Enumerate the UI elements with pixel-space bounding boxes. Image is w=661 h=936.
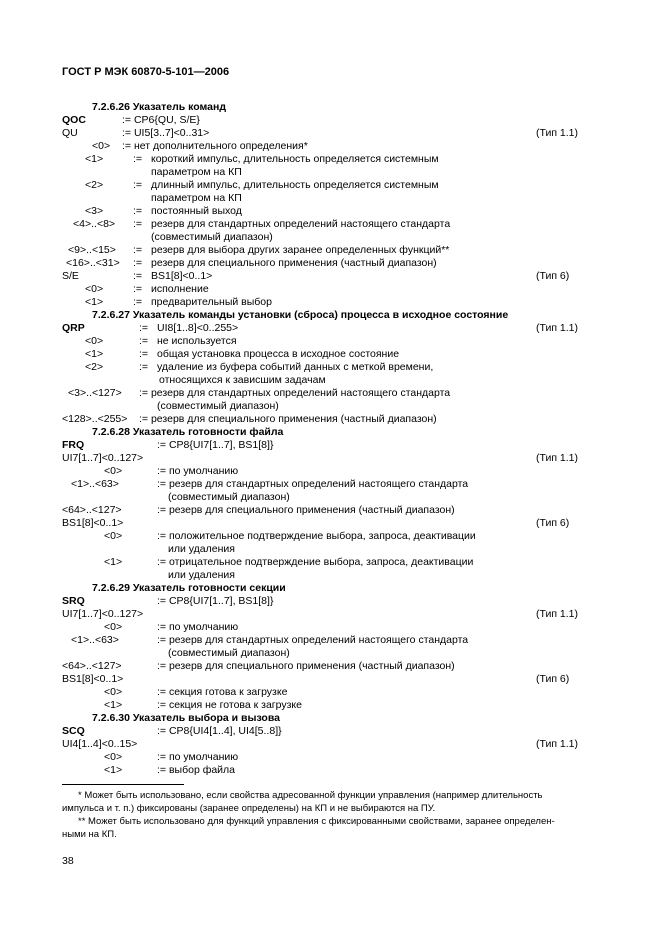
section-heading: QRP <box>62 322 85 334</box>
text-line: исполнение <box>151 283 209 295</box>
text-line: := резерв для стандартных определений настоящего стандарта <box>157 634 469 646</box>
text-line: резерв для выбора других заранее определенных функций** <box>151 244 450 256</box>
text-line: относящихся к зависшим задачам <box>159 374 326 386</box>
text-line: (Тип 1.1) <box>536 452 579 464</box>
text-line: QU <box>62 127 78 139</box>
text-line: <0> <box>104 465 123 477</box>
text-line: := резерв для специального применения (частный диапазон) <box>157 504 455 516</box>
text-line: UI4[1..4]<0..15> <box>62 738 138 750</box>
text-line: предварительный выбор <box>151 296 272 308</box>
text-line: := резерв для специального применения (частный диапазон) <box>157 660 455 672</box>
text-line: <0> <box>85 335 104 347</box>
text-line: := резерв для стандартных определений настоящего стандарта <box>139 387 451 399</box>
text-line: <1> <box>85 296 104 308</box>
text-line: S/E <box>62 270 79 282</box>
text-line: := отрицательное подтверждение выбора, запроса, деактивации <box>157 556 474 568</box>
section-heading: QOC <box>62 114 86 126</box>
text-line: удаление из буфера событий данных с меткой времени, <box>157 361 434 373</box>
text-line: общая установка процесса в исходное состояние <box>157 348 400 360</box>
text-line: <0> <box>85 283 104 295</box>
text-line: := <box>139 348 149 360</box>
text-line: (совместимый диапазон) <box>168 647 290 659</box>
text-line: := <box>133 283 143 295</box>
text-line: := положительное подтверждение выбора, запроса, деактивации <box>157 530 476 542</box>
text-line: короткий импульс, длительность определяется системным <box>151 153 439 165</box>
text-line: (совместимый диапазон) <box>168 491 290 503</box>
footnote-line: ными на КП. <box>62 829 117 840</box>
text-line: <0> <box>92 140 111 152</box>
text-line: <0> <box>104 621 123 633</box>
text-line: (совместимый диапазон) <box>151 231 273 243</box>
section-heading: 7.2.6.29 Указатель готовности секции <box>92 582 286 594</box>
text-line: := <box>133 296 143 308</box>
text-line: := <box>133 153 143 165</box>
text-line: (Тип 1.1) <box>536 127 579 139</box>
text-line: := <box>133 257 143 269</box>
text-line: := <box>133 179 143 191</box>
text-line: <1>..<63> <box>71 478 119 490</box>
document-header: ГОСТ Р МЭК 60870-5-101—2006 <box>62 66 230 78</box>
text-line: := UI5[3..7]<0..31> <box>122 127 210 139</box>
text-line: резерв для стандартных определений настоящего стандарта <box>151 218 451 230</box>
text-line: <1> <box>104 764 123 776</box>
text-line: BS1[8]<0..1> <box>62 673 124 685</box>
text-line: := резерв для специального применения (частный диапазон) <box>139 413 437 425</box>
text-line: <3>..<127> <box>68 387 122 399</box>
text-line: <0> <box>104 686 123 698</box>
text-line: := резерв для стандартных определений настоящего стандарта <box>157 478 469 490</box>
text-line: := <box>133 244 143 256</box>
section-heading: 7.2.6.26 Указатель команд <box>92 101 227 113</box>
text-line: <0> <box>104 751 123 763</box>
text-line: или удаления <box>168 543 235 555</box>
section-heading: 7.2.6.30 Указатель выбора и вызова <box>92 712 280 724</box>
text-line: := <box>133 218 143 230</box>
text-line: := по умолчанию <box>157 751 239 763</box>
text-line: (Тип 1.1) <box>536 608 579 620</box>
text-line: := <box>139 335 149 347</box>
text-line: BS1[8]<0..1> <box>151 270 213 282</box>
text-line: или удаления <box>168 569 235 581</box>
text-line: <4>..<8> <box>73 218 116 230</box>
text-line: постоянный выход <box>151 205 242 217</box>
text-line: := нет дополнительного определения* <box>122 140 308 152</box>
text-line: <3> <box>85 205 104 217</box>
text-line: BS1[8]<0..1> <box>62 517 124 529</box>
text-line: := по умолчанию <box>157 621 239 633</box>
text-line: (совместимый диапазон) <box>157 400 279 412</box>
section-heading: FRQ <box>62 439 85 451</box>
text-line: := <box>133 205 143 217</box>
text-line: <64>..<127> <box>62 504 122 516</box>
text-line: <1> <box>104 556 123 568</box>
text-line: параметром на КП <box>151 192 242 204</box>
text-line: <1> <box>85 348 104 360</box>
footnote-line: импульса и т. п.) фиксированы (заранее определены) на КП и не выбираются на ПУ. <box>62 803 436 814</box>
text-line: <128>..<255> <box>62 413 128 425</box>
section-heading: 7.2.6.28 Указатель готовности файла <box>92 426 284 438</box>
text-line: (Тип 6) <box>536 270 570 282</box>
text-line: := CP8{UI7[1..7], BS1[8]} <box>157 439 274 451</box>
text-line: := по умолчанию <box>157 465 239 477</box>
text-line: := CP8{UI7[1..7], BS1[8]} <box>157 595 274 607</box>
text-line: := <box>139 322 149 334</box>
text-line: := <box>139 361 149 373</box>
text-line: <16>..<31> <box>66 257 120 269</box>
section-heading: SRQ <box>62 595 85 607</box>
text-line: UI7[1..7]<0..127> <box>62 608 144 620</box>
text-line: (Тип 1.1) <box>536 322 579 334</box>
text-line: := секция готова к загрузке <box>157 686 288 698</box>
text-line: (Тип 6) <box>536 517 570 529</box>
text-line: <1>..<63> <box>71 634 119 646</box>
text-line: := <box>133 270 143 282</box>
text-line: длинный импульс, длительность определяется системным <box>151 179 439 191</box>
text-line: <64>..<127> <box>62 660 122 672</box>
text-line: := секция не готова к загрузке <box>157 699 302 711</box>
text-line: UI7[1..7]<0..127> <box>62 452 144 464</box>
footnote-divider <box>62 784 184 785</box>
footnote-line: ** Может быть использовано для функций управления с фиксированными свойствами, заранее определен- <box>78 816 555 827</box>
text-line: параметром на КП <box>151 166 242 178</box>
text-line: (Тип 6) <box>536 673 570 685</box>
page-number: 38 <box>62 855 74 867</box>
text-line: <2> <box>85 361 104 373</box>
section-heading: 7.2.6.27 Указатель команды установки (сброса) процесса в исходное состояние <box>92 309 509 321</box>
text-line: <1> <box>104 699 123 711</box>
text-line: UI8[1..8]<0..255> <box>157 322 239 334</box>
text-line: не используется <box>157 335 237 347</box>
text-line: <1> <box>85 153 104 165</box>
text-line: := CP8{UI4[1..4], UI4[5..8]} <box>157 725 282 737</box>
text-line: <0> <box>104 530 123 542</box>
text-line: (Тип 1.1) <box>536 738 579 750</box>
text-line: резерв для специального применения (частный диапазон) <box>151 257 437 269</box>
section-heading: SCQ <box>62 725 85 737</box>
text-line: <9>..<15> <box>68 244 116 256</box>
footnote-line: * Может быть использовано, если свойства адресованной функции управления (например длительность <box>78 790 543 801</box>
text-line: <2> <box>85 179 104 191</box>
text-line: := CP6{QU, S/E} <box>122 114 200 126</box>
text-line: := выбор файла <box>157 764 236 776</box>
